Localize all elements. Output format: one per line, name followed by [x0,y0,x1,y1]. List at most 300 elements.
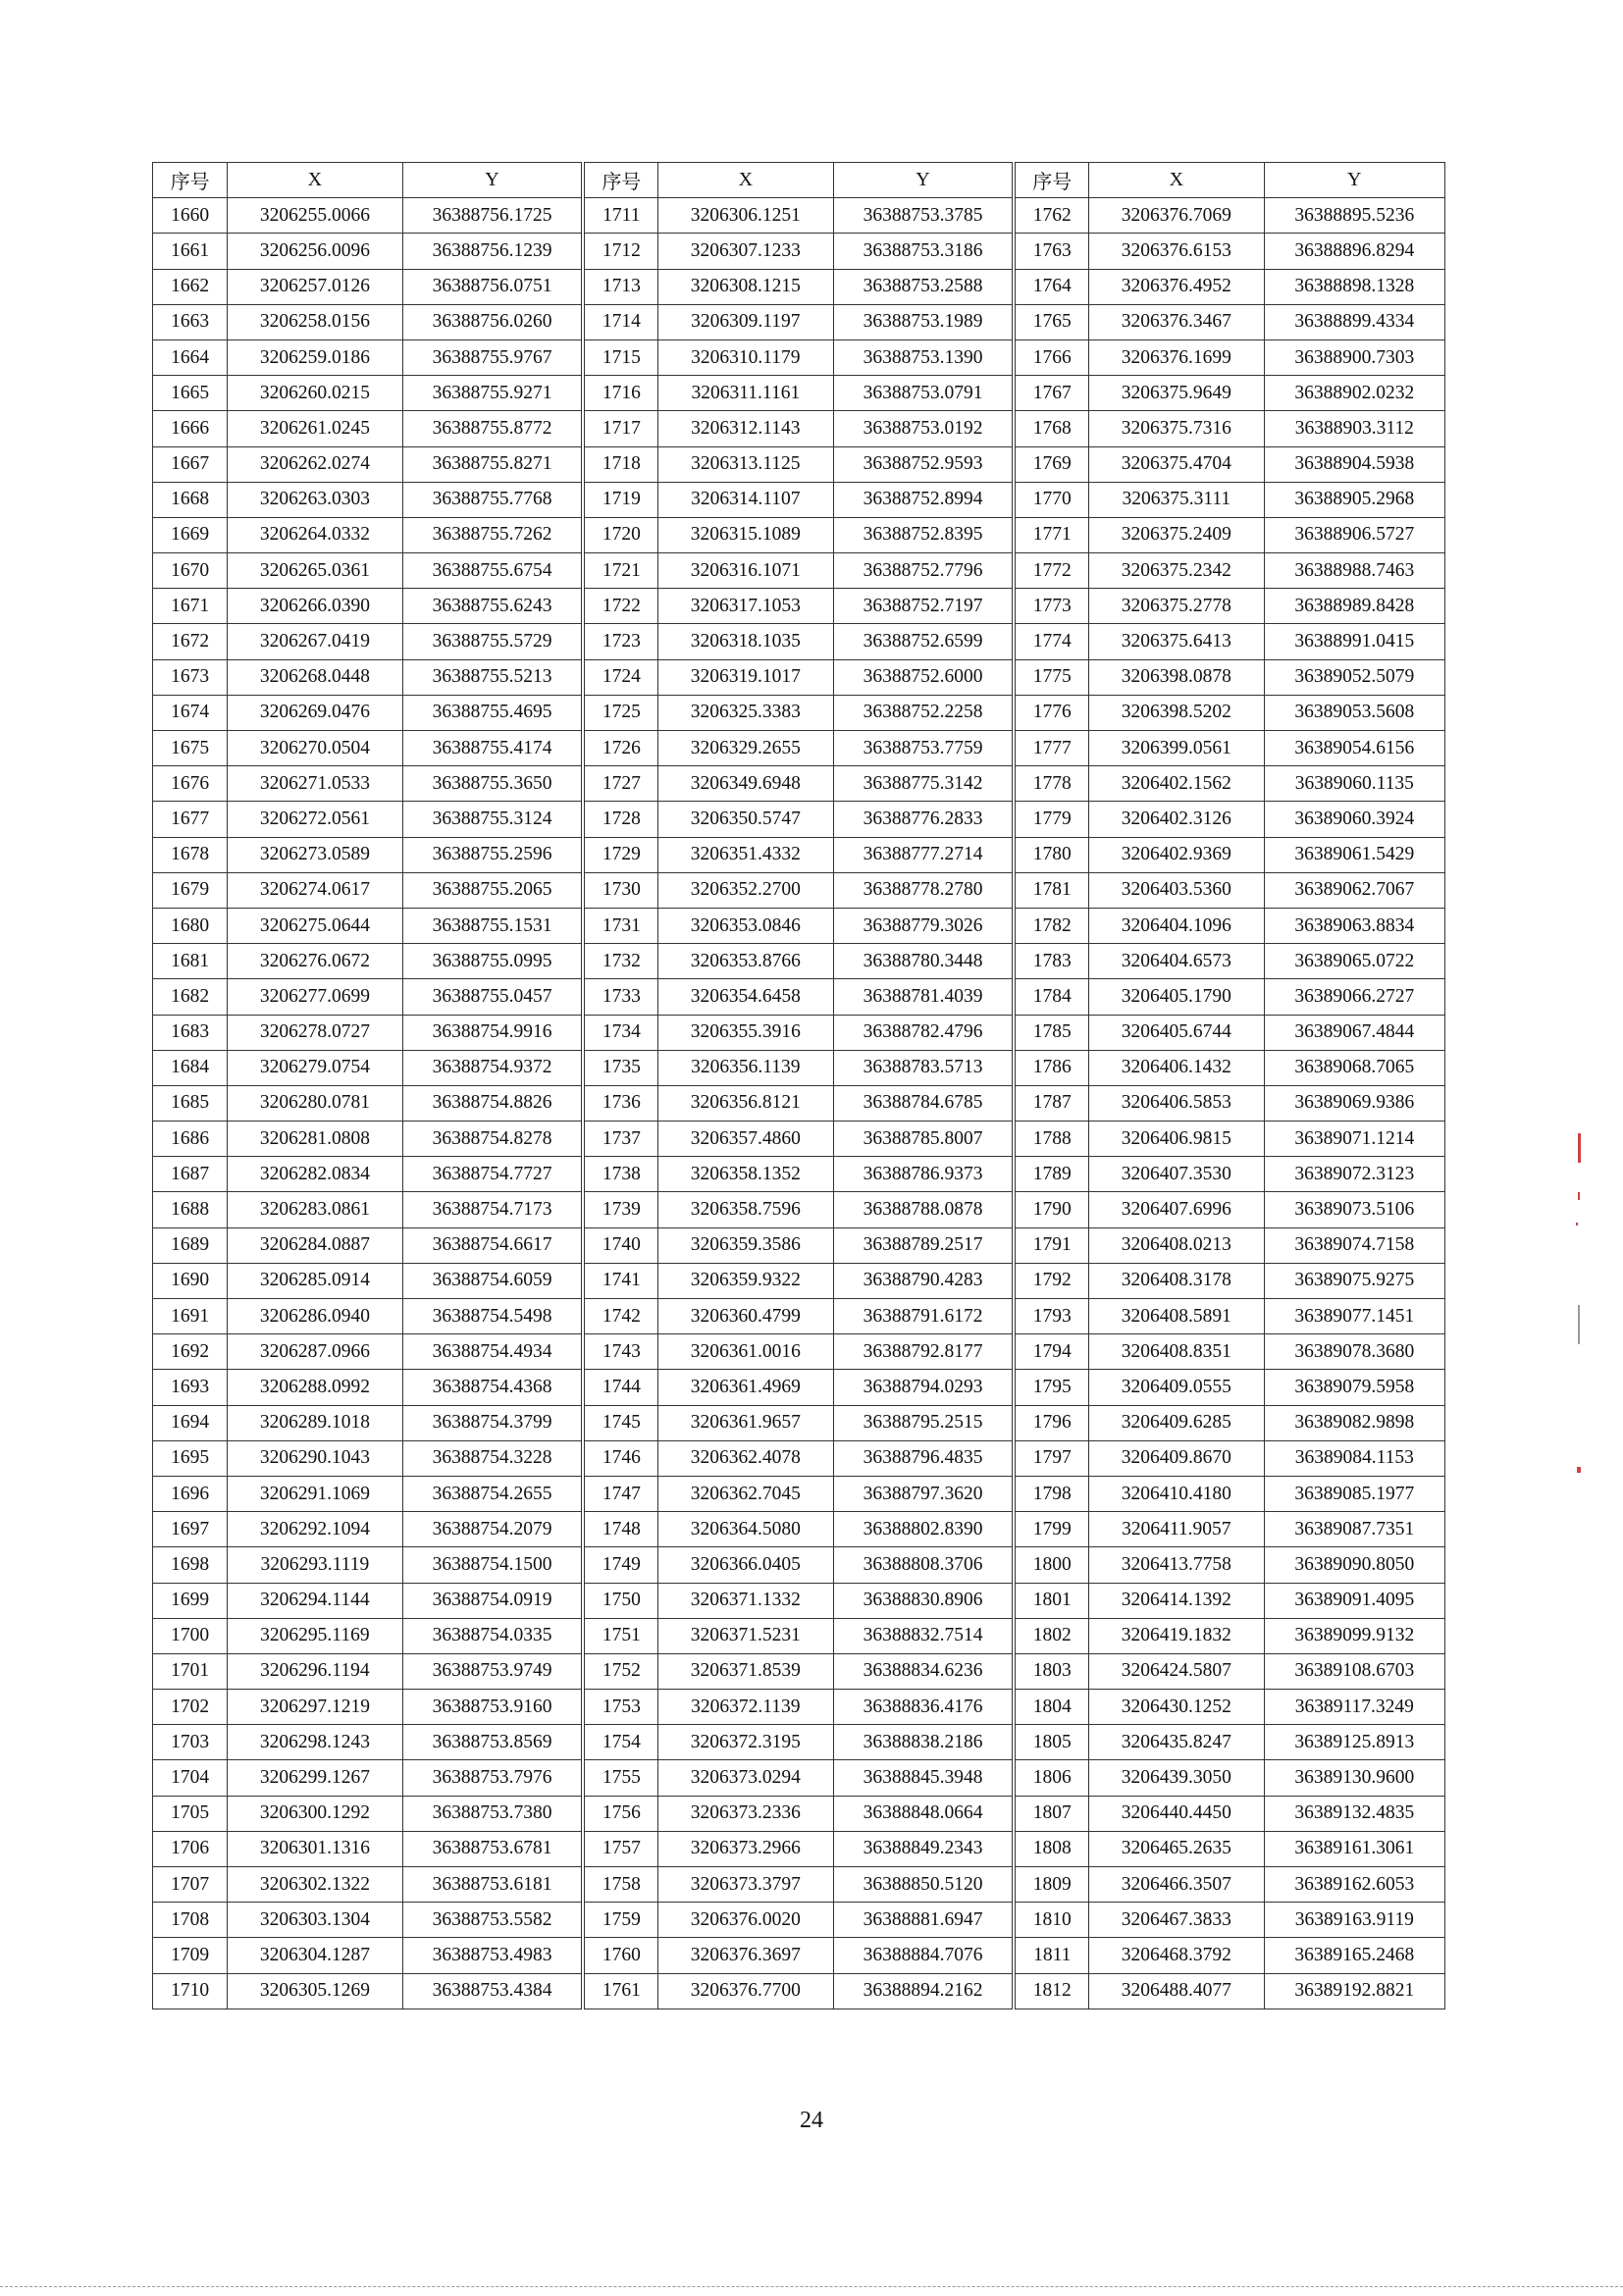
y-cell: 36388756.1725 [402,198,583,234]
x-cell: 3206406.1432 [1089,1050,1264,1085]
header-seq: 序号 [153,163,228,198]
y-cell: 36388754.5498 [402,1299,583,1334]
y-cell: 36388754.2079 [402,1512,583,1547]
y-cell: 36388796.4835 [833,1440,1014,1476]
seq-cell: 1709 [153,1938,228,1973]
y-cell: 36388755.1531 [402,908,583,943]
x-cell: 3206285.0914 [228,1263,402,1298]
y-cell: 36388753.3186 [833,234,1014,269]
table-row [153,517,1445,552]
seq-cell: 1772 [1014,553,1088,589]
x-cell: 3206294.1144 [228,1583,402,1618]
x-cell: 3206376.7069 [1089,198,1264,234]
x-cell: 3206307.1233 [658,234,833,269]
y-cell: 36388755.9767 [402,339,583,375]
y-cell: 36388777.2714 [833,837,1014,872]
x-cell: 3206297.1219 [228,1690,402,1725]
y-cell: 36388754.9372 [402,1050,583,1085]
seq-cell: 1762 [1014,198,1088,234]
y-cell: 36388850.5120 [833,1867,1014,1903]
seq-cell: 1723 [583,624,657,659]
x-cell: 3206276.0672 [228,944,402,979]
table-row [153,304,1445,339]
seq-cell: 1666 [153,411,228,446]
x-cell: 3206350.5747 [658,802,833,837]
x-cell: 3206265.0361 [228,553,402,589]
table-row [153,766,1445,802]
y-cell: 36388756.0751 [402,269,583,304]
x-cell: 3206376.3697 [658,1938,833,1973]
y-cell: 36388753.0791 [833,376,1014,411]
x-cell: 3206259.0186 [228,339,402,375]
y-cell: 36388754.3228 [402,1440,583,1476]
y-cell: 36388780.3448 [833,944,1014,979]
x-cell: 3206314.1107 [658,482,833,517]
seq-cell: 1760 [583,1938,657,1973]
y-cell: 36389073.5106 [1264,1192,1444,1227]
x-cell: 3206375.2778 [1089,589,1264,624]
x-cell: 3206316.1071 [658,553,833,589]
seq-cell: 1732 [583,944,657,979]
table-row [153,1299,1445,1334]
table-row [153,1227,1445,1263]
x-cell: 3206287.0966 [228,1334,402,1370]
seq-cell: 1662 [153,269,228,304]
seq-cell: 1694 [153,1405,228,1440]
seq-cell: 1679 [153,872,228,908]
seq-cell: 1778 [1014,766,1088,802]
seq-cell: 1661 [153,234,228,269]
y-cell: 36389192.8821 [1264,1973,1444,2009]
x-cell: 3206468.3792 [1089,1938,1264,1973]
y-cell: 36388754.1500 [402,1547,583,1583]
header-x: X [228,163,402,198]
seq-cell: 1686 [153,1122,228,1157]
x-cell: 3206409.6285 [1089,1405,1264,1440]
seq-cell: 1680 [153,908,228,943]
x-cell: 3206375.2342 [1089,553,1264,589]
seq-cell: 1693 [153,1370,228,1405]
seq-cell: 1806 [1014,1760,1088,1796]
y-cell: 36388753.7380 [402,1796,583,1831]
seq-cell: 1751 [583,1618,657,1653]
x-cell: 3206361.0016 [658,1334,833,1370]
x-cell: 3206359.3586 [658,1227,833,1263]
x-cell: 3206267.0419 [228,624,402,659]
seq-cell: 1706 [153,1831,228,1866]
y-cell: 36389066.2727 [1264,979,1444,1015]
seq-cell: 1736 [583,1085,657,1121]
table-row [153,198,1445,234]
x-cell: 3206376.4952 [1089,269,1264,304]
y-cell: 36389161.3061 [1264,1831,1444,1866]
x-cell: 3206277.0699 [228,979,402,1015]
x-cell: 3206375.6413 [1089,624,1264,659]
x-cell: 3206256.0096 [228,234,402,269]
x-cell: 3206465.2635 [1089,1831,1264,1866]
x-cell: 3206274.0617 [228,872,402,908]
table-row [153,1405,1445,1440]
x-cell: 3206375.9649 [1089,376,1264,411]
x-cell: 3206310.1179 [658,339,833,375]
y-cell: 36388756.0260 [402,304,583,339]
y-cell: 36388755.8772 [402,411,583,446]
scan-mark [1576,1223,1578,1226]
x-cell: 3206271.0533 [228,766,402,802]
x-cell: 3206261.0245 [228,411,402,446]
x-cell: 3206349.6948 [658,766,833,802]
x-cell: 3206355.3916 [658,1015,833,1050]
y-cell: 36388755.8271 [402,446,583,482]
y-cell: 36388755.2065 [402,872,583,908]
y-cell: 36389052.5079 [1264,659,1444,695]
seq-cell: 1689 [153,1227,228,1263]
x-cell: 3206278.0727 [228,1015,402,1050]
seq-cell: 1733 [583,979,657,1015]
x-cell: 3206440.4450 [1089,1796,1264,1831]
table-row [153,1583,1445,1618]
y-cell: 36388789.2517 [833,1227,1014,1263]
y-cell: 36389125.8913 [1264,1725,1444,1760]
table-row [153,1653,1445,1689]
x-cell: 3206273.0589 [228,837,402,872]
y-cell: 36389090.8050 [1264,1547,1444,1583]
x-cell: 3206295.1169 [228,1618,402,1653]
seq-cell: 1719 [583,482,657,517]
x-cell: 3206419.1832 [1089,1618,1264,1653]
y-cell: 36388753.9749 [402,1653,583,1689]
x-cell: 3206260.0215 [228,376,402,411]
x-cell: 3206359.9322 [658,1263,833,1298]
table-row [153,731,1445,766]
seq-cell: 1675 [153,731,228,766]
x-cell: 3206258.0156 [228,304,402,339]
seq-cell: 1730 [583,872,657,908]
x-cell: 3206282.0834 [228,1157,402,1192]
y-cell: 36388753.3785 [833,198,1014,234]
seq-cell: 1667 [153,446,228,482]
x-cell: 3206255.0066 [228,198,402,234]
scan-mark [1578,1192,1580,1200]
seq-cell: 1672 [153,624,228,659]
seq-cell: 1767 [1014,376,1088,411]
seq-cell: 1731 [583,908,657,943]
seq-cell: 1674 [153,695,228,730]
seq-cell: 1729 [583,837,657,872]
x-cell: 3206305.1269 [228,1973,402,2009]
x-cell: 3206329.2655 [658,731,833,766]
y-cell: 36388754.4934 [402,1334,583,1370]
x-cell: 3206407.6996 [1089,1192,1264,1227]
x-cell: 3206404.6573 [1089,944,1264,979]
seq-cell: 1698 [153,1547,228,1583]
coordinate-table [152,162,1445,2009]
x-cell: 3206353.0846 [658,908,833,943]
y-cell: 36388753.6181 [402,1867,583,1903]
y-cell: 36388782.4796 [833,1015,1014,1050]
seq-cell: 1764 [1014,269,1088,304]
header-y: Y [833,163,1014,198]
y-cell: 36388753.7759 [833,731,1014,766]
y-cell: 36388755.7768 [402,482,583,517]
x-cell: 3206375.2409 [1089,517,1264,552]
seq-cell: 1780 [1014,837,1088,872]
x-cell: 3206311.1161 [658,376,833,411]
seq-cell: 1740 [583,1227,657,1263]
y-cell: 36388754.7727 [402,1157,583,1192]
y-cell: 36388756.1239 [402,234,583,269]
y-cell: 36388754.7173 [402,1192,583,1227]
y-cell: 36388755.0995 [402,944,583,979]
header-seq: 序号 [1014,163,1088,198]
seq-cell: 1795 [1014,1370,1088,1405]
seq-cell: 1677 [153,802,228,837]
y-cell: 36388755.6243 [402,589,583,624]
table-row [153,1157,1445,1192]
seq-cell: 1725 [583,695,657,730]
seq-cell: 1738 [583,1157,657,1192]
seq-cell: 1741 [583,1263,657,1298]
x-cell: 3206300.1292 [228,1796,402,1831]
seq-cell: 1704 [153,1760,228,1796]
y-cell: 36388752.7796 [833,553,1014,589]
seq-cell: 1773 [1014,589,1088,624]
y-cell: 36388788.0878 [833,1192,1014,1227]
y-cell: 36388753.0192 [833,411,1014,446]
seq-cell: 1756 [583,1796,657,1831]
seq-cell: 1802 [1014,1618,1088,1653]
seq-cell: 1809 [1014,1867,1088,1903]
seq-cell: 1728 [583,802,657,837]
y-cell: 36389063.8834 [1264,908,1444,943]
x-cell: 3206358.1352 [658,1157,833,1192]
x-cell: 3206375.3111 [1089,482,1264,517]
y-cell: 36388755.2596 [402,837,583,872]
seq-cell: 1702 [153,1690,228,1725]
y-cell: 36388754.8826 [402,1085,583,1121]
x-cell: 3206281.0808 [228,1122,402,1157]
seq-cell: 1779 [1014,802,1088,837]
x-cell: 3206373.2966 [658,1831,833,1866]
x-cell: 3206362.4078 [658,1440,833,1476]
seq-cell: 1743 [583,1334,657,1370]
seq-cell: 1794 [1014,1334,1088,1370]
x-cell: 3206407.3530 [1089,1157,1264,1192]
x-cell: 3206312.1143 [658,411,833,446]
y-cell: 36389162.6053 [1264,1867,1444,1903]
x-cell: 3206409.8670 [1089,1440,1264,1476]
y-cell: 36388753.5582 [402,1903,583,1938]
y-cell: 36388902.0232 [1264,376,1444,411]
x-cell: 3206263.0303 [228,482,402,517]
x-cell: 3206262.0274 [228,446,402,482]
x-cell: 3206398.0878 [1089,659,1264,695]
seq-cell: 1718 [583,446,657,482]
seq-cell: 1687 [153,1157,228,1192]
seq-cell: 1798 [1014,1476,1088,1511]
x-cell: 3206413.7758 [1089,1547,1264,1583]
seq-cell: 1785 [1014,1015,1088,1050]
seq-cell: 1688 [153,1192,228,1227]
seq-cell: 1735 [583,1050,657,1085]
seq-cell: 1801 [1014,1583,1088,1618]
x-cell: 3206375.7316 [1089,411,1264,446]
x-cell: 3206376.3467 [1089,304,1264,339]
y-cell: 36388753.9160 [402,1690,583,1725]
table-row [153,1938,1445,1973]
y-cell: 36388754.6059 [402,1263,583,1298]
y-cell: 36389071.1214 [1264,1122,1444,1157]
y-cell: 36389163.9119 [1264,1903,1444,1938]
x-cell: 3206408.8351 [1089,1334,1264,1370]
seq-cell: 1715 [583,339,657,375]
x-cell: 3206306.1251 [658,198,833,234]
y-cell: 36388795.2515 [833,1405,1014,1440]
x-cell: 3206275.0644 [228,908,402,943]
table-row [153,1831,1445,1866]
y-cell: 36388832.7514 [833,1618,1014,1653]
seq-cell: 1722 [583,589,657,624]
header-y: Y [1264,163,1444,198]
seq-cell: 1807 [1014,1796,1088,1831]
y-cell: 36389054.6156 [1264,731,1444,766]
y-cell: 36388755.4174 [402,731,583,766]
y-cell: 36388755.3124 [402,802,583,837]
table-row [153,802,1445,837]
y-cell: 36388754.0335 [402,1618,583,1653]
seq-cell: 1713 [583,269,657,304]
seq-cell: 1669 [153,517,228,552]
y-cell: 36389132.4835 [1264,1796,1444,1831]
seq-cell: 1699 [153,1583,228,1618]
x-cell: 3206313.1125 [658,446,833,482]
y-cell: 36388791.6172 [833,1299,1014,1334]
x-cell: 3206257.0126 [228,269,402,304]
seq-cell: 1812 [1014,1973,1088,2009]
x-cell: 3206356.1139 [658,1050,833,1085]
y-cell: 36389069.9386 [1264,1085,1444,1121]
seq-cell: 1691 [153,1299,228,1334]
x-cell: 3206284.0887 [228,1227,402,1263]
header-x: X [1089,163,1264,198]
y-cell: 36388905.2968 [1264,482,1444,517]
x-cell: 3206362.7045 [658,1476,833,1511]
x-cell: 3206270.0504 [228,731,402,766]
y-cell: 36388754.6617 [402,1227,583,1263]
x-cell: 3206467.3833 [1089,1903,1264,1938]
y-cell: 36388849.2343 [833,1831,1014,1866]
y-cell: 36388884.7076 [833,1938,1014,1973]
y-cell: 36389062.7067 [1264,872,1444,908]
seq-cell: 1665 [153,376,228,411]
table-row [153,1512,1445,1547]
x-cell: 3206356.8121 [658,1085,833,1121]
y-cell: 36388753.8569 [402,1725,583,1760]
seq-cell: 1755 [583,1760,657,1796]
seq-cell: 1664 [153,339,228,375]
page-number: 24 [800,2108,823,2133]
y-cell: 36388755.9271 [402,376,583,411]
seq-cell: 1671 [153,589,228,624]
seq-cell: 1761 [583,1973,657,2009]
x-cell: 3206364.5080 [658,1512,833,1547]
table-row [153,589,1445,624]
seq-cell: 1792 [1014,1263,1088,1298]
table-row [153,1050,1445,1085]
seq-cell: 1721 [583,553,657,589]
y-cell: 36388753.4384 [402,1973,583,2009]
y-cell: 36389117.3249 [1264,1690,1444,1725]
seq-cell: 1712 [583,234,657,269]
seq-cell: 1690 [153,1263,228,1298]
y-cell: 36388830.8906 [833,1583,1014,1618]
x-cell: 3206268.0448 [228,659,402,695]
y-cell: 36388802.8390 [833,1512,1014,1547]
seq-cell: 1757 [583,1831,657,1866]
y-cell: 36389068.7065 [1264,1050,1444,1085]
x-cell: 3206402.9369 [1089,837,1264,872]
y-cell: 36388784.6785 [833,1085,1014,1121]
x-cell: 3206488.4077 [1089,1973,1264,2009]
seq-cell: 1705 [153,1796,228,1831]
x-cell: 3206376.0020 [658,1903,833,1938]
y-cell: 36388792.8177 [833,1334,1014,1370]
x-cell: 3206299.1267 [228,1760,402,1796]
y-cell: 36389085.1977 [1264,1476,1444,1511]
x-cell: 3206354.6458 [658,979,833,1015]
seq-cell: 1783 [1014,944,1088,979]
y-cell: 36388754.8278 [402,1122,583,1157]
seq-cell: 1758 [583,1867,657,1903]
x-cell: 3206319.1017 [658,659,833,695]
seq-cell: 1810 [1014,1903,1088,1938]
table-row [153,1867,1445,1903]
table-row [153,1796,1445,1831]
y-cell: 36389165.2468 [1264,1938,1444,1973]
y-cell: 36388834.6236 [833,1653,1014,1689]
y-cell: 36388754.9916 [402,1015,583,1050]
seq-cell: 1768 [1014,411,1088,446]
x-cell: 3206402.3126 [1089,802,1264,837]
y-cell: 36388779.3026 [833,908,1014,943]
y-cell: 36389079.5958 [1264,1370,1444,1405]
x-cell: 3206376.7700 [658,1973,833,2009]
table-row [153,376,1445,411]
y-cell: 36389091.4095 [1264,1583,1444,1618]
seq-cell: 1703 [153,1725,228,1760]
seq-cell: 1811 [1014,1938,1088,1973]
y-cell: 36388755.3650 [402,766,583,802]
x-cell: 3206309.1197 [658,304,833,339]
table-row [153,1440,1445,1476]
y-cell: 36389065.0722 [1264,944,1444,979]
x-cell: 3206361.9657 [658,1405,833,1440]
x-cell: 3206288.0992 [228,1370,402,1405]
x-cell: 3206404.1096 [1089,908,1264,943]
seq-cell: 1770 [1014,482,1088,517]
x-cell: 3206414.1392 [1089,1583,1264,1618]
seq-cell: 1787 [1014,1085,1088,1121]
seq-cell: 1804 [1014,1690,1088,1725]
table-row [153,1085,1445,1121]
seq-cell: 1777 [1014,731,1088,766]
seq-cell: 1746 [583,1440,657,1476]
x-cell: 3206358.7596 [658,1192,833,1227]
x-cell: 3206361.4969 [658,1370,833,1405]
x-cell: 3206410.4180 [1089,1476,1264,1511]
y-cell: 36389075.9275 [1264,1263,1444,1298]
seq-cell: 1737 [583,1122,657,1157]
